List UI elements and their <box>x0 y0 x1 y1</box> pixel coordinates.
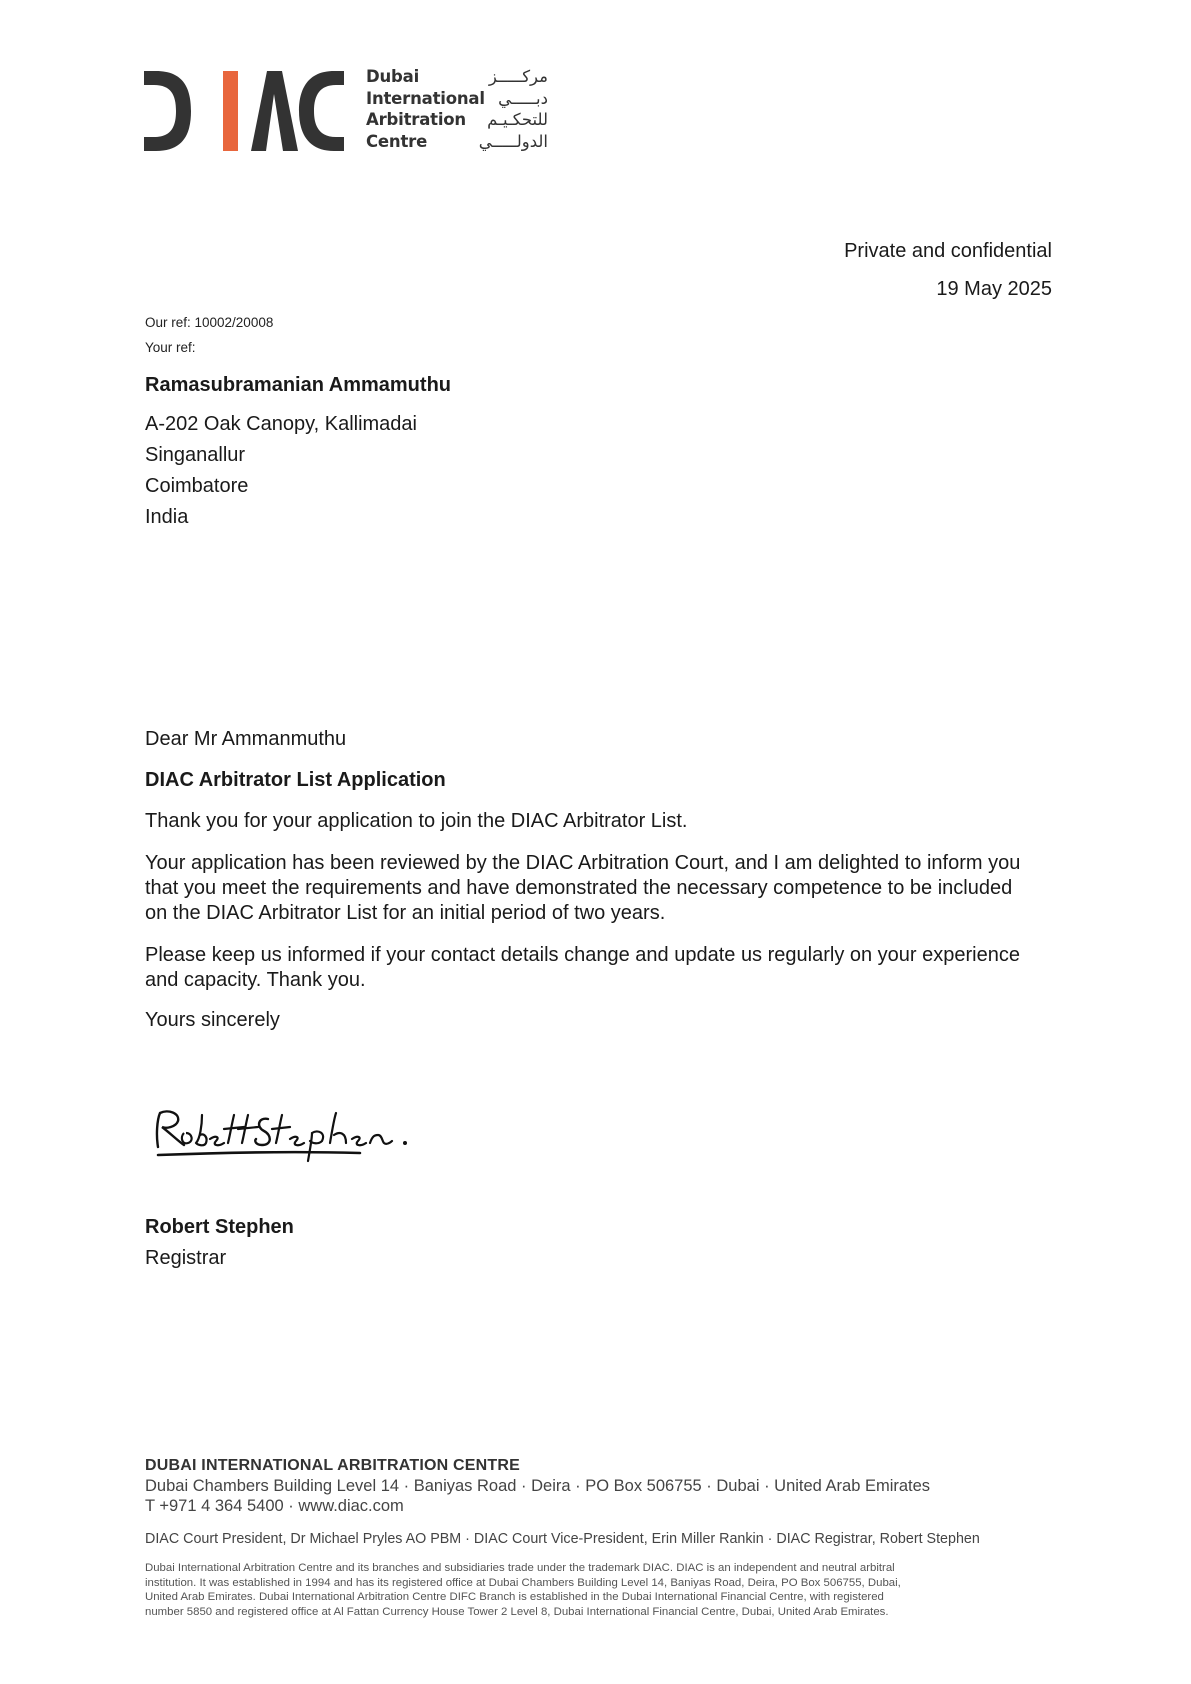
legal-line: United Arab Emirates. Dubai International Arbitration Centre DIFC Branch is established in the Dubai International Financial Centre, with registered <box>145 1591 884 1603</box>
logo-text-line-ar: مركـــــز <box>488 67 548 86</box>
legal-line: number 5850 and registered office at Al Fattan Currency House Tower 2 Level 8, Dubai International Financial Centre, Dubai, United Arab Emirates. <box>145 1605 889 1618</box>
confidentiality-label: Private and confidential <box>844 240 1052 262</box>
diac-logo-mark <box>144 71 349 151</box>
diac-logo <box>144 66 564 166</box>
footer-address: Dubai Chambers Building Level 14 · Baniyas Road · Deira · PO Box 506755 · Dubai · United Arab Emirates <box>145 1477 931 1495</box>
address-line: Coimbatore <box>145 475 249 497</box>
logo-text-line: Dubai <box>366 67 420 86</box>
recipient-name: Ramasubramanian Ammamuthu <box>145 374 451 396</box>
handwritten-signature <box>150 1105 420 1165</box>
logo-text-line: Centre <box>366 131 428 151</box>
signatory-name: Robert Stephen <box>145 1216 294 1238</box>
logo-text-line-ar: للتحكـيـم <box>487 110 548 129</box>
footer-officers: DIAC Court President, Dr Michael Pryles AO PBM · DIAC Court Vice-President, Erin Miller Rankin · DIAC Registrar, Robert Stephen <box>145 1531 980 1547</box>
our-reference: Our ref: 10002/20008 <box>145 315 274 330</box>
logo-text-line-ar: الدولـــــي <box>478 131 548 151</box>
logo-org-name-ar <box>464 66 548 152</box>
logo-text-line: International <box>366 88 485 108</box>
legal-line: institution. It was established in 1994 and has its registered office at Dubai Chambers Building Level 14, Baniyas Road, Deira, PO Box 506755, Dubai, <box>145 1576 901 1589</box>
address-line: Singanallur <box>145 444 246 466</box>
logo-text-line: Arbitration <box>366 110 466 129</box>
body-paragraph: Thank you for your application to join the DIAC Arbitrator List. <box>145 810 688 832</box>
signatory-title: Registrar <box>145 1247 227 1269</box>
salutation: Dear Mr Ammanmuthu <box>145 728 347 750</box>
body-paragraph: Please keep us informed if your contact details change and update us regularly on your experience and capacity. Thank you. <box>145 944 1020 991</box>
closing: Yours sincerely <box>145 1009 280 1031</box>
footer-contact: T +971 4 364 5400 · www.diac.com <box>145 1497 404 1515</box>
body-paragraph: Your application has been reviewed by the DIAC Arbitration Court, and I am delighted to inform you that you meet the requirements and have demonstrated the necessary competence to be included on the DIAC Arbitrator List for an initial period of two years. <box>145 852 1021 924</box>
your-reference: Your ref: <box>145 340 196 355</box>
address-line: India <box>145 506 189 528</box>
footer-org-name: DUBAI INTERNATIONAL ARBITRATION CENTRE <box>145 1457 520 1474</box>
address-line: A-202 Oak Canopy, Kallimadai <box>145 413 417 435</box>
logo-text-line-ar: دبـــــي <box>498 88 548 108</box>
letter-date: 19 May 2025 <box>936 278 1052 300</box>
footer-legal-notice <box>145 1561 1055 1619</box>
recipient-address <box>145 409 417 533</box>
legal-line: Dubai International Arbitration Centre and its branches and subsidiaries trade under the trademark DIAC. DIAC is an independent and neutral arbitral <box>145 1562 895 1574</box>
letter-subject: DIAC Arbitrator List Application <box>145 769 446 791</box>
